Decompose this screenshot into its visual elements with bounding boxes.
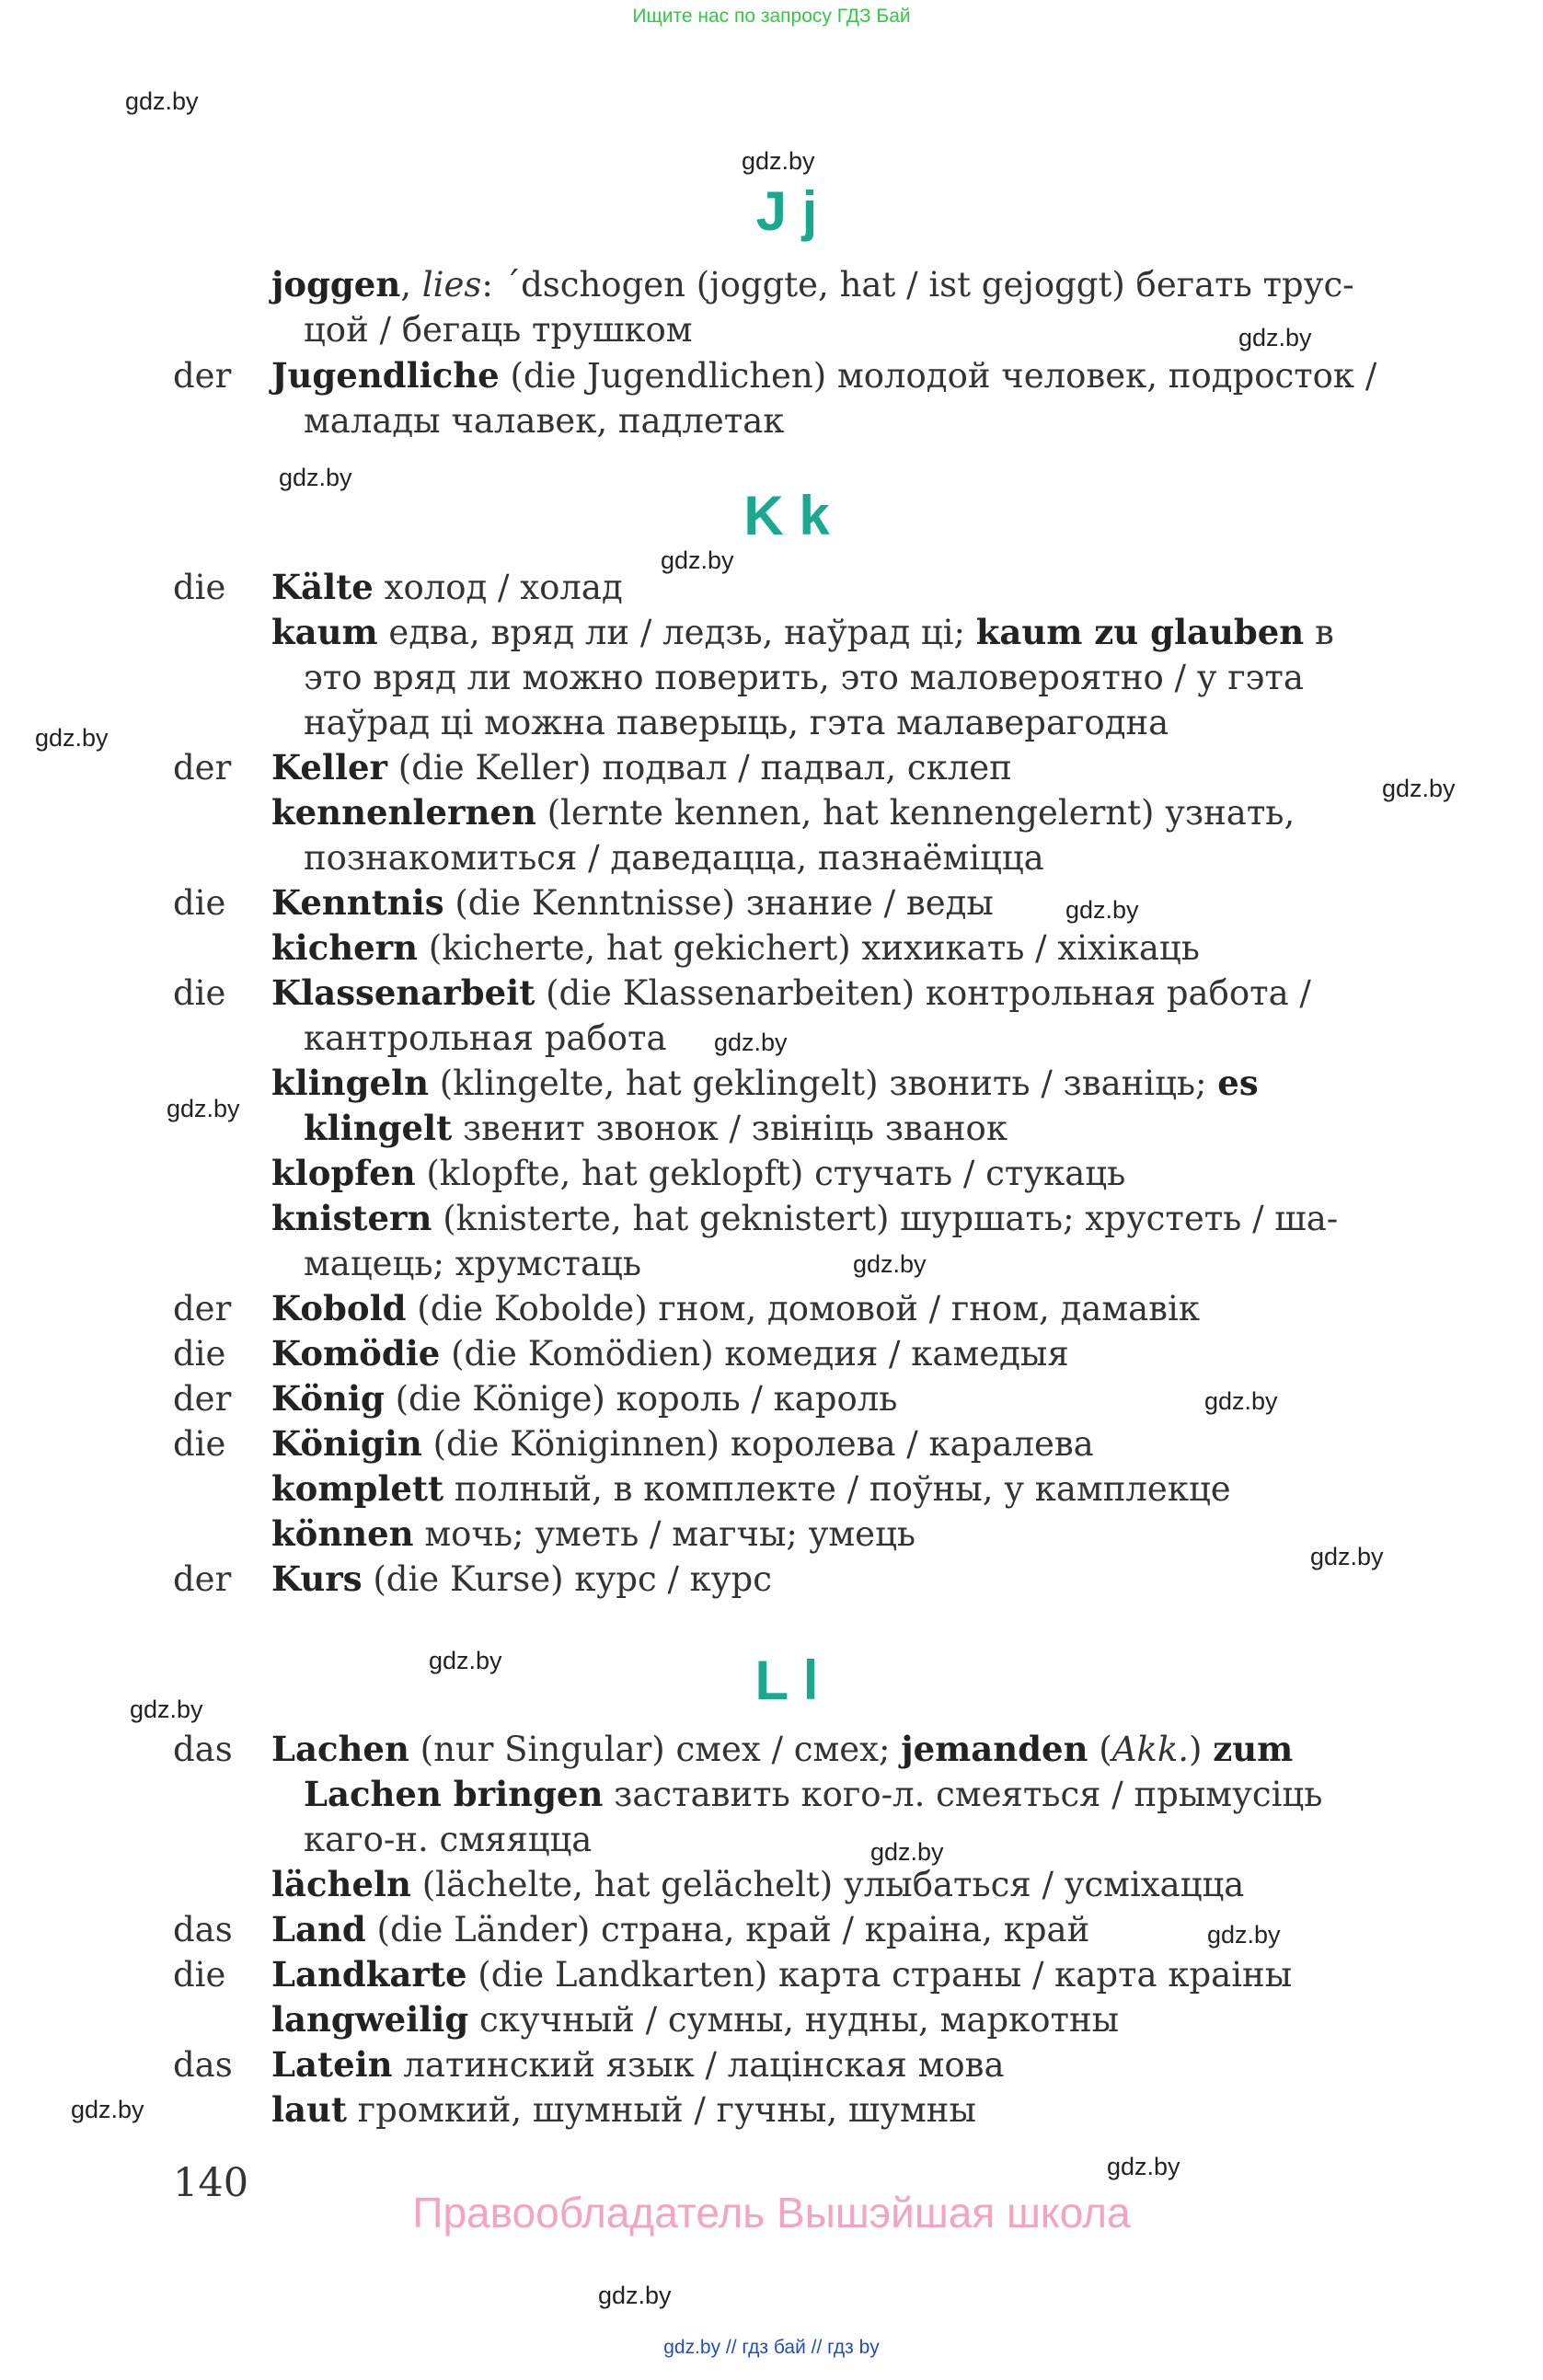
entry-knistern [271,1196,1338,1241]
entry-word: Klassenarbeit [271,972,535,1013]
entry-word: Landkarte [271,1954,467,1995]
entry-text: полный, в комплекте / поўны, у камплекце [443,1469,1231,1509]
entry-article: der [173,356,232,396]
entry-word: Königin [271,1423,422,1464]
entry-laut [271,2087,976,2133]
entry-klingeln-continued [304,1106,1008,1151]
entry-word: Kälte [271,567,374,607]
entry-word: Kobold [271,1288,407,1328]
footer-links[interactable]: gdz.by // гдз бай // гдз by [663,2337,880,2358]
page-number: 140 [173,2160,249,2206]
entry-word: Kenntnis [271,882,444,923]
entry-text: , [400,265,422,305]
entry-koennen [271,1512,915,1557]
entry-kennenlernen-continued: познакомиться / даведацца, пазнаёміцца [304,838,1044,878]
watermark: gdz.by [870,1838,944,1866]
entry-landkarte [271,1952,1292,1997]
entry-text: (die Klassenarbeiten) контрольная работа / [535,973,1311,1013]
watermark: gdz.by [714,1029,788,1056]
entry-langweilig [271,1997,1119,2042]
entry-word: Jugendliche [271,355,500,396]
entry-laecheln [271,1862,1244,1907]
watermark: gdz.by [1065,896,1139,924]
entry-klassenarbeit [271,971,1311,1016]
entry-latein [271,2042,1005,2087]
watermark: gdz.by [1207,1921,1281,1949]
watermark: gdz.by [1382,775,1456,802]
section-heading-k: K k [743,485,830,546]
entry-article: der [173,748,232,788]
entry-word: Kurs [271,1558,363,1599]
entry-text: ( [1088,1730,1112,1769]
entry-word: knistern [271,1198,432,1238]
entry-text: (knisterte, hat geknistert) шуршать; хрустеть / ша- [432,1199,1339,1238]
entry-word: Land [271,1909,366,1949]
entry-koenigin [271,1421,1094,1466]
entry-article: der [173,1379,232,1419]
entry-text: (klopfte, hat geklopft) стучать / стукаць [415,1154,1126,1193]
entry-joggen-continued: цой / бегаць трушком [304,310,693,350]
entry-phrase: Lachen bringen [304,1774,604,1814]
watermark: gdz.by [598,2282,672,2309]
entry-knistern-continued: мацець; хрумстаць [304,1244,641,1283]
entry-keller [271,745,1012,790]
entry-phrase: jemanden [901,1729,1088,1769]
entry-phrase: es [1217,1063,1259,1103]
entry-text: едва, вряд ли / ледзь, наўрад ці; [377,613,976,652]
top-banner: Ищите нас по запросу ГДЗ Бай [632,6,911,27]
entry-word: Komödie [271,1333,441,1374]
entry-word: joggen [271,264,401,305]
entry-jugendliche [271,353,1376,398]
entry-word: kaum [271,612,378,652]
entry-text: звенит звонок / звініць званок [452,1109,1008,1148]
entry-word: laut [271,2089,348,2130]
entry-text: холод / холад [373,568,623,607]
entry-article: die [173,1955,226,1995]
entry-label: lies [421,265,482,305]
entry-word: langweilig [271,1999,469,2040]
entry-kenntnis [271,880,994,926]
entry-phrase: zum [1213,1729,1294,1769]
entry-article: der [173,1289,232,1328]
entry-joggen [271,262,1354,307]
entry-text: мочь; уметь / магчы; умець [413,1514,916,1554]
entry-word: König [271,1378,385,1419]
entry-text: в [1304,613,1334,652]
watermark: gdz.by [742,147,815,175]
entry-word: komplett [271,1468,444,1509]
entry-text: (lächelte, hat gelächelt) улыбаться / усміхацца [410,1865,1245,1904]
watermark: gdz.by [661,546,734,574]
entry-text: (die Kobolde) гном, домовой / гном, дамавік [406,1289,1200,1328]
entry-article: die [173,883,226,923]
watermark: gdz.by [429,1647,502,1674]
entry-article: die [173,568,226,607]
watermark: gdz.by [167,1095,240,1122]
watermark: gdz.by [1310,1543,1384,1570]
entry-text: (die Keller) подвал / падвал, склеп [387,748,1012,788]
entry-kichern [271,926,1200,971]
entry-text: (kicherte, hat gekichert) хихикать / хіхікаць [418,928,1200,968]
entry-text: (die Kenntnisse) знание / веды [443,883,994,923]
entry-phrase: klingelt [304,1108,453,1148]
entry-word: lächeln [271,1864,411,1904]
entry-text: (klingelte, hat geklingelt) звонить / званіць; [429,1064,1218,1103]
entry-article: die [173,1334,226,1374]
entry-land [271,1907,1089,1952]
entry-text: (die Komödien) комедия / камедыя [440,1334,1069,1374]
entry-word: klingeln [271,1063,430,1103]
entry-lachen [271,1727,1293,1772]
entry-jugendliche-continued: малады чалавек, падлетак [304,401,785,441]
entry-text: (die Landkarten) карта страны / карта краіны [466,1955,1293,1995]
watermark: gdz.by [853,1250,927,1278]
entry-kaum-continued: это вряд ли можно поверить, это маловероятно / у гэта [304,658,1304,697]
entry-text: : ´dschogen (joggte, hat / ist gejoggt) бегать трус- [481,265,1354,305]
watermark: gdz.by [1107,2153,1180,2180]
entry-word: Lachen [271,1729,409,1769]
entry-text: скучный / сумны, нудны, маркотны [468,2000,1120,2040]
entry-kobold [271,1286,1200,1331]
entry-article: der [173,1559,232,1599]
entry-koenig [271,1376,897,1421]
watermark: gdz.by [279,464,352,491]
entry-text: заставить кого-л. смеяться / прымусіць [603,1775,1323,1814]
entry-kaelte [271,565,623,610]
entry-word: kichern [271,927,419,968]
entry-word: kennenlernen [271,792,536,833]
entry-text: ) [1189,1730,1214,1769]
watermark: gdz.by [125,87,199,115]
entry-article: das [173,1730,233,1769]
entry-label: Akk. [1111,1730,1190,1769]
entry-word: Latein [271,2044,393,2085]
entry-text: (die Könige) король / кароль [384,1379,898,1419]
entry-article: die [173,973,226,1013]
entry-word: können [271,1513,414,1554]
watermark: gdz.by [71,2096,144,2123]
entry-word: klopfen [271,1153,416,1193]
watermark: gdz.by [130,1696,203,1723]
entry-klingeln [271,1061,1259,1106]
entry-kennenlernen [271,790,1295,835]
entry-klassenarbeit-continued: кантрольная работа [304,1018,667,1058]
entry-lachen-continued [304,1772,1322,1817]
section-heading-j: J j [755,180,818,242]
entry-klopfen [271,1151,1125,1196]
entry-article: die [173,1424,226,1464]
entry-phrase: kaum zu glauben [975,612,1305,652]
section-heading-l: L l [754,1650,819,1711]
watermark: gdz.by [1238,324,1312,351]
watermark: gdz.by [35,724,109,752]
entry-komplett [271,1466,1231,1512]
entry-kurs [271,1557,772,1602]
entry-text: латинский язык / лацінская мова [392,2045,1005,2085]
entry-text: (die Länder) страна, край / краіна, край [365,1910,1090,1949]
watermark: gdz.by [1204,1387,1278,1415]
entry-text: (lernte kennen, hat kennengelernt) узнать, [535,793,1295,833]
entry-text: (die Jugendlichen) молодой человек, подросток / [499,356,1377,396]
entry-kaum [271,610,1334,655]
entry-kaum-continued: наўрад ці можна паверыць, гэта малаверагодна [304,703,1169,742]
entry-text: (die Kurse) курс / курс [362,1559,772,1599]
entry-text: (nur Singular) смех / смех; [409,1730,902,1769]
entry-komoedie [271,1331,1069,1376]
rights-holder: Правообладатель Вышэйшая школа [412,2189,1131,2236]
entry-article: das [173,1910,233,1949]
entry-text: громкий, шумный / гучны, шумны [347,2090,976,2130]
entry-lachen-continued: каго-н. смяяцца [304,1820,593,1859]
entry-word: Keller [271,747,388,788]
entry-text: (die Königinnen) королева / каралева [421,1424,1094,1464]
entry-article: das [173,2045,233,2085]
